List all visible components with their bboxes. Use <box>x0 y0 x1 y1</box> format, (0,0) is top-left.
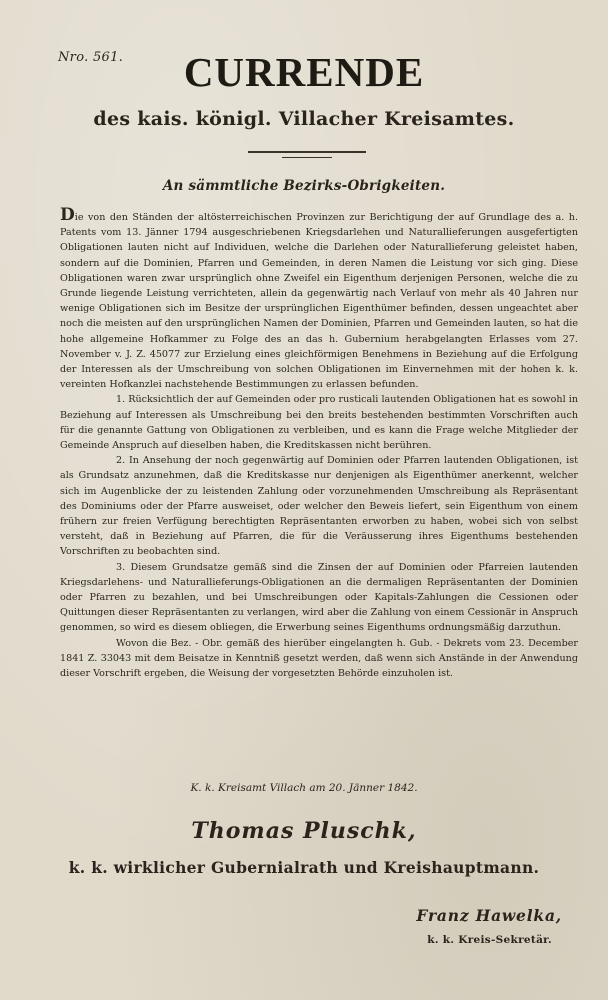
title-rule-short <box>282 157 332 158</box>
point-1-paragraph: 1. Rücksichtlich der auf Gemeinden oder pro rusticali lautenden Obligationen hat es sowohl in Beziehung auf Interessen als Umschreibung bei den breits bestehenden bestimmten Vorschriften auch für die genannte Gattung von Obligationen zu verbleiben, und es kann die Frage welche Mitglieder der Gemeinde Anspruch auf dieselben haben, die Kreditskassen nicht berühren. <box>60 394 578 452</box>
document-subtitle: des kais. königl. Villacher Kreisamtes. <box>93 108 515 130</box>
intro-paragraph <box>60 205 578 392</box>
document-number: Nro. 561. <box>58 50 124 65</box>
document-title: CURRENDE <box>183 49 425 95</box>
intro-text: ie von den Ständen der altösterreichischen Provinzen zur Berichtigung der auf Grundlage des a. h. Patents vom 13. Jänner 1794 ausgeschriebenen Kriegsdarlehen und Naturallieferungen ausgefertigten Obligationen lauten nicht auf Individuen, welche die Darlehen oder Naturallieferung geleistet haben, sondern auf die Dominien, Pfarren und Gemeinden, in deren Namen die Leistung vor sich ging. Diese Obligationen waren zwar ursprünglich ohne Zweifel ein Eigenthum derjenigen Personen, welche die zu Grunde liegende Leistung verrichteten, allein da gegenwärtig nach Verlauf von mehr als 40 Jahren nur wenige Obligationen sich im Besitze der ursprünglichen Eigenthümer befinden, dessen ungeachtet aber noch die meisten auf den ursprünglichen Namen der Dominien, Pfarren und Gemeinden lauten, so hat die hohe allgemeine Hofkammer zu Folge des an das h. Gubernium herabgelangten Erlasses vom 27. November v. J. Z. 45077 zur Erzielung eines gleichförmigen Benehmens in Beziehung auf die Erfolgung der Interessen als der Umschreibung von solchen Obligationen im Einvernehmen mit der hohen k. k. vereinten Hofkanzlei nachstehende Bestimmungen zu erlassen befunden. <box>60 212 578 391</box>
addressee-line: An sämmtliche Bezirks-Obrigkeiten. <box>162 178 446 194</box>
signer-name: Thomas Pluschk, <box>191 818 417 844</box>
body-text <box>60 205 578 681</box>
point-3-paragraph: 3. Diesem Grundsatze gemäß sind die Zinsen der auf Dominien oder Pfarreien lautenden Kriegsdarlehens- und Naturallieferungs-Obligationen an die dermaligen Repräsentanten der Dominien oder Pfarren zu bezahlen, und bei Umschreibungen oder Kapitals-Zahlungen die Cessionen oder Quittungen dieser Repräsentanten zu verlangen, wird aber die Zahlung von einem Cessionär in Anspruch genommen, so wird es diesem obliegen, die Erwerbung seines Eigenthums ordnungsmäßig darzuthun. <box>60 561 578 634</box>
dateline: K. k. Kreisamt Villach am 20. Jänner 1842. <box>190 782 418 794</box>
signer-title: k. k. wirklicher Gubernialrath und Kreishauptmann. <box>68 858 540 877</box>
title-rule <box>248 151 366 153</box>
secretary-title: k. k. Kreis-Sekretär. <box>427 934 552 946</box>
closing-paragraph: Wovon die Bez. - Obr. gemäß des hierüber eingelangten h. Gub. - Dekrets vom 23. December 1841 Z. 33043 mit dem Beisatze in Kenntniß gesetzt werden, daß wenn sich Anstände in der Anwendung dieser Vorschrift ergeben, die Weisung der vorgesetzten Behörde einzuholen ist. <box>60 637 578 680</box>
secretary-name: Franz Hawelka, <box>416 906 562 925</box>
drop-cap: D <box>60 205 75 225</box>
point-2-paragraph: 2. In Ansehung der noch gegenwärtig auf Dominien oder Pfarren lautenden Obligationen, ist als Grundsatz anzunehmen, daß die Kreditskasse nur denjenigen als Eigenthümer anerkennt, welcher sich im Augenblicke der zu leistenden Zahlung oder vorzunehmenden Umschreibung als Repräsentant des Dominiums oder der Pfarre ausweiset, oder welcher den Beweis liefert, sein Eigenthum von einem frühern zur freien Verfügung berechtigten Repräsentanten erworben zu haben, wobei sich von selbst versteht, daß in Beziehung auf Pfarren, die für die Veräusserung ihres Eigenthums bestehenden Vorschriften zu beobachten sind. <box>60 455 578 558</box>
